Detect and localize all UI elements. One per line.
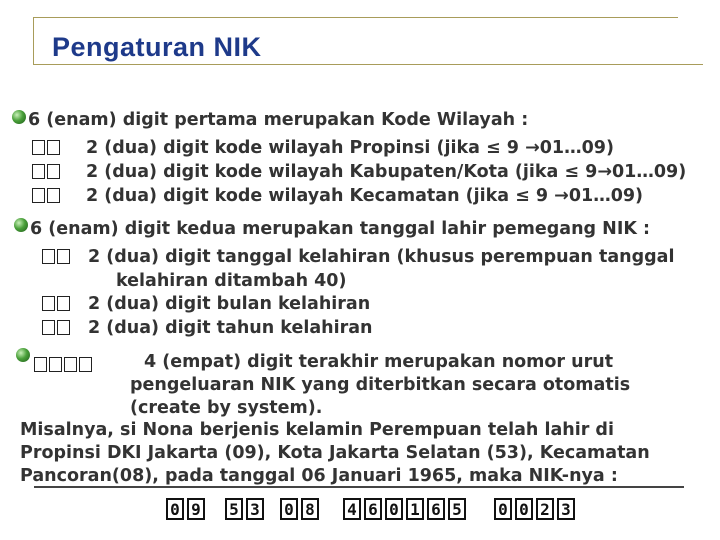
nik-digit: 5 (448, 498, 466, 520)
section2-item: 2 (dua) digit tanggal kelahiran (khusus perempuan tanggal (88, 247, 675, 267)
bullet-icon (14, 218, 28, 232)
nik-digit: 6 (364, 498, 382, 520)
placeholder-glyph-icon (42, 249, 70, 264)
nik-digit: 1 (406, 498, 424, 520)
left-rule (33, 17, 34, 65)
example-line: Propinsi DKI Jakarta (09), Kota Jakarta Selatan (53), Kecamatan (20, 443, 650, 463)
nik-group (166, 498, 208, 522)
nik-group (225, 498, 267, 522)
placeholder-glyph-icon (32, 140, 60, 155)
nik-digit: 5 (225, 498, 243, 520)
section1-heading: 6 (enam) digit pertama merupakan Kode Wilayah : (28, 110, 529, 130)
section1-item: 2 (dua) digit kode wilayah Kecamatan (jika ≤ 9 →01…09) (86, 186, 644, 206)
nik-digit: 2 (536, 498, 554, 520)
example-underline (34, 486, 684, 488)
section2-item: 2 (dua) digit bulan kelahiran (88, 294, 371, 314)
page-title: Pengaturan NIK (52, 32, 262, 62)
section3-line: (create by system). (130, 398, 323, 418)
section2-heading: 6 (enam) digit kedua merupakan tanggal lahir pemegang NIK : (30, 219, 650, 239)
placeholder-glyph-icon (34, 357, 92, 372)
placeholder-glyph-icon (42, 320, 70, 335)
nik-digit: 6 (427, 498, 445, 520)
top-rule (33, 17, 678, 18)
nik-digit: 3 (246, 498, 264, 520)
example-line: Misalnya, si Nona berjenis kelamin Perempuan telah lahir di (20, 420, 614, 440)
nik-digit: 0 (494, 498, 512, 520)
nik-group (494, 498, 578, 522)
nik-digit: 8 (301, 498, 319, 520)
section2-item-continuation: kelahiran ditambah 40) (116, 271, 347, 291)
section3-line: pengeluaran NIK yang diterbitkan secara otomatis (130, 375, 631, 395)
nik-group (343, 498, 469, 522)
nik-digit: 4 (343, 498, 361, 520)
placeholder-glyph-icon (32, 188, 60, 203)
example-line: Pancoran(08), pada tanggal 06 Januari 1965, maka NIK-nya : (20, 466, 618, 486)
nik-digit: 0 (515, 498, 533, 520)
nik-digit: 0 (385, 498, 403, 520)
section1-item: 2 (dua) digit kode wilayah Kabupaten/Kota (jika ≤ 9→01…09) (86, 162, 687, 182)
nik-digit: 0 (166, 498, 184, 520)
nik-digit: 3 (557, 498, 575, 520)
placeholder-glyph-icon (42, 296, 70, 311)
title-underline (33, 64, 703, 65)
nik-digit: 0 (280, 498, 298, 520)
section2-item: 2 (dua) digit tahun kelahiran (88, 318, 373, 338)
section1-item: 2 (dua) digit kode wilayah Propinsi (jika ≤ 9 →01…09) (86, 138, 614, 158)
nik-digit: 9 (187, 498, 205, 520)
nik-group (280, 498, 322, 522)
bullet-icon (12, 110, 26, 124)
placeholder-glyph-icon (32, 164, 60, 179)
bullet-icon (16, 348, 30, 362)
section3-line: 4 (empat) digit terakhir merupakan nomor urut (144, 352, 614, 372)
